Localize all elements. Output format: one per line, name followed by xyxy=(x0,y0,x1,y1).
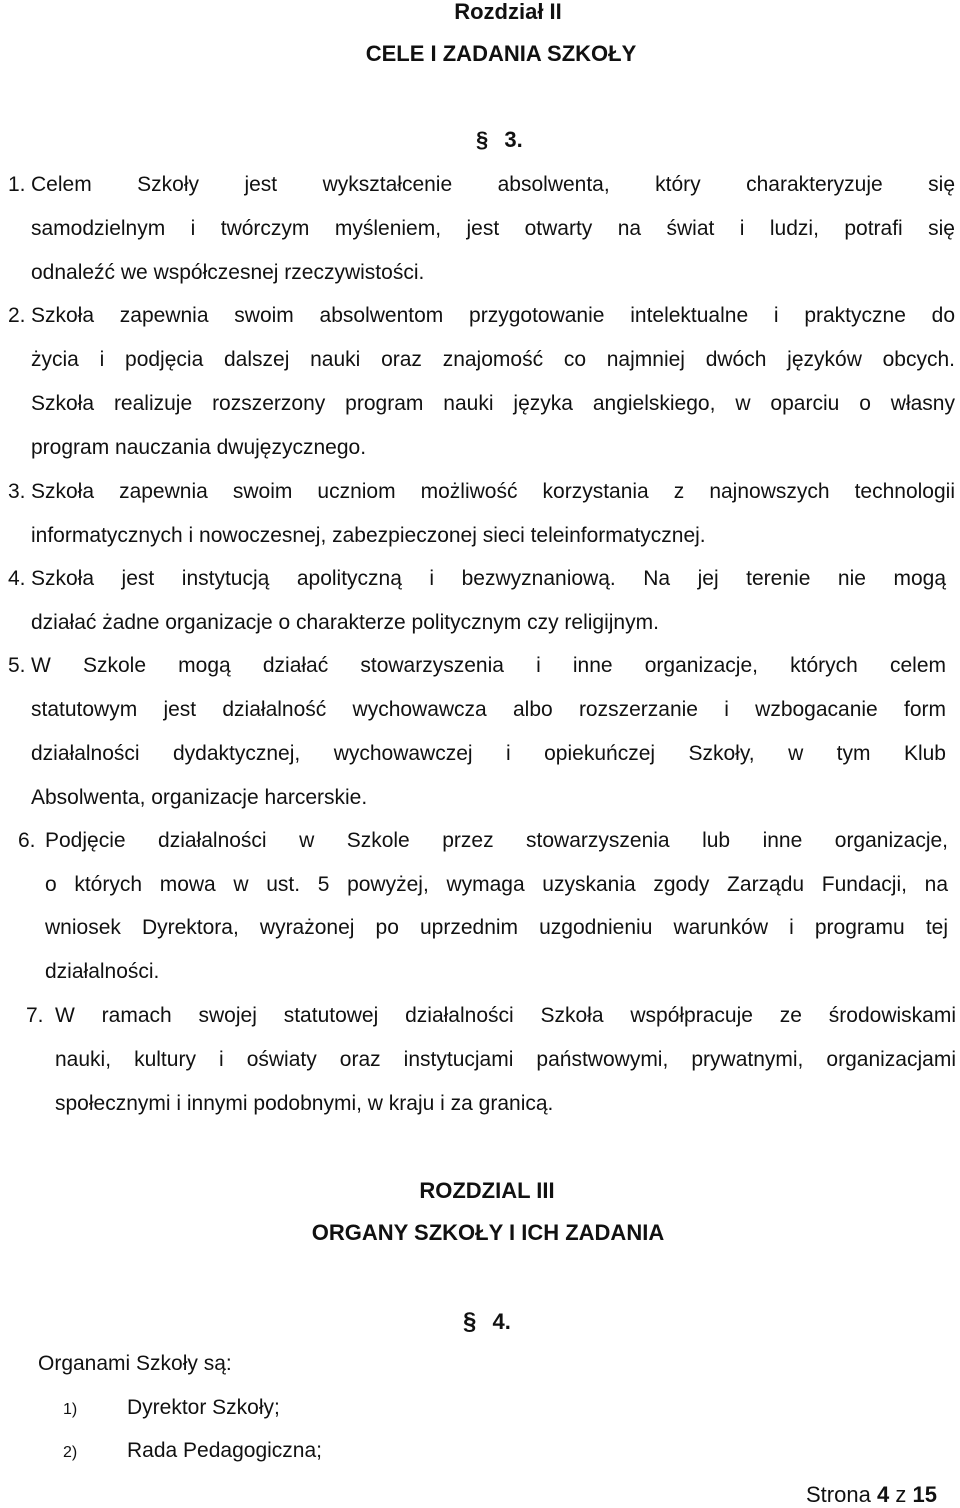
paragraph-number: 3. xyxy=(504,127,523,152)
item-3-line-1: Szkoła zapewnia swoim uczniom możliwość korzystania z najnowszych technologii xyxy=(31,480,955,503)
item-2-line-2: życia i podjęcia dalszej nauki oraz znajomość co najmniej dwóch języków obcych. xyxy=(31,348,955,371)
item-1-line-3: odnaleźć we współczesnej rzeczywistości. xyxy=(31,261,425,284)
item-7-line-1: W ramach swojej statutowej działalności Szkoła współpracuje ze środowiskami xyxy=(55,1004,956,1027)
item-5-number: 5. xyxy=(8,654,26,677)
chapter2-title: Rozdział II xyxy=(454,0,562,24)
item-2-line-3: Szkoła realizuje rozszerzony program nauki języka angielskiego, w oparciu o własny xyxy=(31,392,955,415)
footer-page-current: 4 xyxy=(876,1482,890,1507)
page-footer xyxy=(806,1481,937,1508)
paragraph-4-heading xyxy=(463,1308,553,1335)
footer-of-word: z xyxy=(895,1482,907,1507)
item-1-line-1: Celem Szkoły jest wykształcenie absolwenta, który charakteryzuje się xyxy=(31,173,955,196)
paragraph-sign: § xyxy=(476,127,489,152)
item-3-line-2: informatycznych i nowoczesnej, zabezpieczonej sieci teleinformatycznej. xyxy=(31,524,706,547)
item-4-number: 4. xyxy=(8,567,26,590)
organ-2-label: Rada Pedagogiczna; xyxy=(127,1439,322,1462)
organ-1-label: Dyrektor Szkoły; xyxy=(127,1396,280,1419)
chapter3-title: ROZDZIAL III xyxy=(419,1178,555,1203)
item-5-line-1: W Szkole mogą działać stowarzyszenia i inne organizacje, których celem xyxy=(31,654,946,677)
item-5-line-4: Absolwenta, organizacje harcerskie. xyxy=(31,786,368,809)
footer-page-word: Strona xyxy=(806,1482,871,1507)
chapter2-subtitle: CELE I ZADANIA SZKOŁY xyxy=(365,41,637,66)
chapter3-subtitle: ORGANY SZKOŁY I ICH ZADANIA xyxy=(311,1220,665,1245)
item-7-line-3: społecznymi i innymi podobnymi, w kraju i za granicą. xyxy=(55,1092,554,1115)
organ-1-number: 1) xyxy=(63,1401,78,1418)
organ-2-number: 2) xyxy=(63,1444,78,1461)
footer-page-total: 15 xyxy=(912,1482,937,1507)
item-5-line-3: działalności dydaktycznej, wychowawczej i opiekuńczej Szkoły, w tym Klub xyxy=(31,742,946,765)
paragraph-sign: § xyxy=(463,1308,477,1335)
item-6-line-1: Podjęcie działalności w Szkole przez stowarzyszenia lub inne organizacje, xyxy=(45,829,948,852)
item-5-line-2: statutowym jest działalność wychowawcza albo rozszerzanie i wzbogacanie form xyxy=(31,698,946,721)
item-4-line-2: działać żadne organizacje o charakterze politycznym czy religijnym. xyxy=(31,611,659,634)
organs-intro: Organami Szkoły są: xyxy=(38,1352,232,1375)
item-6-line-2: o których mowa w ust. 5 powyżej, wymaga uzyskania zgody Zarządu Fundacji, na xyxy=(45,873,948,896)
item-1-number: 1. xyxy=(8,173,26,196)
item-2-number: 2. xyxy=(8,304,26,327)
item-7-number: 7. xyxy=(26,1004,44,1027)
item-3-number: 3. xyxy=(8,480,26,503)
paragraph-number: 4. xyxy=(492,1309,511,1334)
item-2-line-4: program nauczania dwujęzycznego. xyxy=(31,436,367,459)
paragraph-3-heading xyxy=(476,126,556,153)
item-6-number: 6. xyxy=(18,829,36,852)
item-1-line-2: samodzielnym i twórczym myśleniem, jest otwarty na świat i ludzi, potrafi się xyxy=(31,217,955,240)
item-4-line-1: Szkoła jest instytucją apolityczną i bezwyznaniową. Na jej terenie nie mogą xyxy=(31,567,946,590)
item-6-line-3: wniosek Dyrektora, wyrażonej po uprzednim uzgodnieniu warunków i programu tej xyxy=(45,916,948,939)
item-2-line-1: Szkoła zapewnia swoim absolwentom przygotowanie intelektualne i praktyczne do xyxy=(31,304,955,327)
item-7-line-2: nauki, kultury i oświaty oraz instytucjami państwowymi, prywatnymi, organizacjami xyxy=(55,1048,956,1071)
item-6-line-4: działalności. xyxy=(45,960,160,983)
